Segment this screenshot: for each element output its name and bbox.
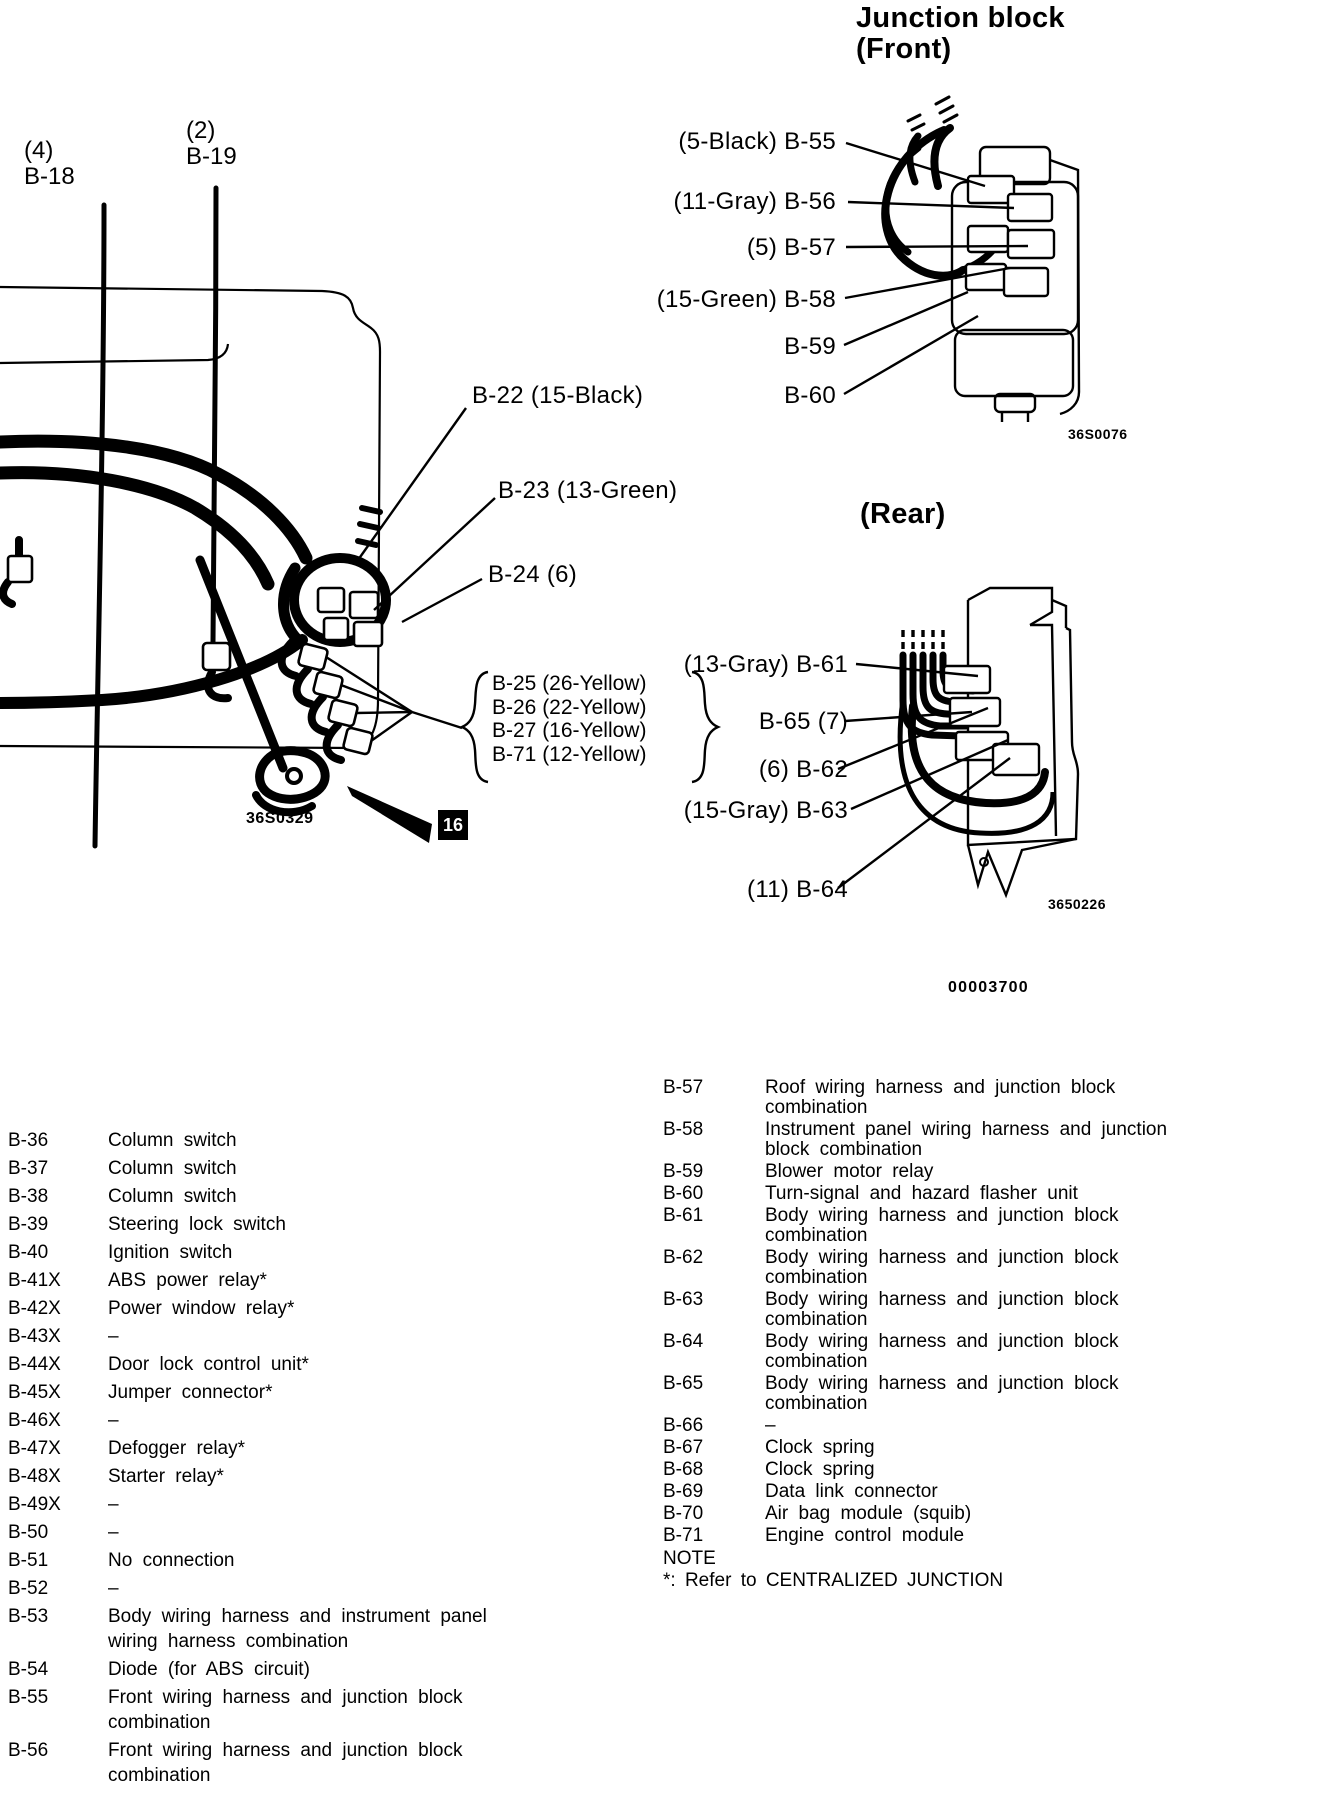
legend-row <box>8 1212 568 1237</box>
front-block-sockets <box>966 176 1054 296</box>
legend-row <box>663 1120 1263 1160</box>
grommet-hole <box>287 769 301 783</box>
legend-row <box>663 1526 1263 1546</box>
legend-row <box>663 1206 1263 1246</box>
legend-code: B-46X <box>8 1410 61 1431</box>
legend-code: B-56 <box>8 1740 49 1761</box>
callout-b26: B-26 (22-Yellow) <box>492 695 647 719</box>
grouped-callouts <box>492 672 646 766</box>
legend-desc: No connection <box>108 1550 235 1571</box>
callout-b62: (6) B-62 <box>758 756 848 783</box>
callout-b56: (11-Gray) B-56 <box>673 188 836 215</box>
rear-callouts <box>540 0 848 920</box>
legend-desc: – <box>108 1410 119 1431</box>
legend-code: B-63 <box>663 1289 704 1310</box>
legend-left-column <box>8 1128 568 1791</box>
front-title-line2: (Front) <box>856 33 952 65</box>
leader-lines-left <box>326 408 495 741</box>
legend-row <box>8 1520 568 1545</box>
legend-desc: Body wiring harness and junction block combination <box>765 1289 1119 1330</box>
left-figure-code: 36S0329 <box>246 810 314 827</box>
callout-b60: B-60 <box>784 382 836 409</box>
legend-row <box>663 1438 1263 1458</box>
callout-b59: B-59 <box>784 333 836 360</box>
label-b18 <box>24 138 75 190</box>
legend-row <box>663 1332 1263 1372</box>
b19-count: (2) <box>186 117 216 144</box>
legend-row <box>663 1184 1263 1204</box>
legend-code: B-58 <box>663 1119 704 1140</box>
front-title-line1: Junction block <box>856 2 1065 34</box>
legend-row <box>8 1492 568 1517</box>
callout-b64: (11) B-64 <box>747 876 848 903</box>
legend-desc: Defogger relay* <box>108 1438 246 1459</box>
legend-code: B-65 <box>663 1373 704 1394</box>
legend-code: B-53 <box>8 1606 49 1627</box>
b18-count: (4) <box>24 137 54 164</box>
legend-desc: Starter relay* <box>108 1466 224 1487</box>
legend-code: B-38 <box>8 1186 49 1207</box>
view-number-tag: 16 <box>438 810 468 840</box>
legend-code: B-70 <box>663 1503 704 1524</box>
legend-row <box>8 1240 568 1265</box>
rear-title: (Rear) <box>860 498 946 530</box>
legend-code: B-52 <box>8 1578 49 1599</box>
callout-b22: B-22 (15-Black) <box>472 382 644 409</box>
legend-row <box>8 1576 568 1601</box>
legend-row <box>8 1408 568 1433</box>
legend-desc: Column switch <box>108 1158 237 1179</box>
view-arrow <box>347 786 432 843</box>
legend-desc: Data link connector <box>765 1481 938 1502</box>
legend-row <box>8 1184 568 1209</box>
callout-b25: B-25 (26-Yellow) <box>492 672 647 695</box>
legend-desc: Body wiring harness and instrument panel wiring harness combination <box>108 1606 487 1652</box>
legend-row <box>663 1078 1263 1118</box>
legend-code: B-62 <box>663 1247 704 1268</box>
note-title: NOTE <box>663 1548 716 1569</box>
legend-row <box>8 1685 568 1735</box>
legend-code: B-49X <box>8 1494 61 1515</box>
legend-code: B-36 <box>8 1130 49 1151</box>
rear-figure-code: 3650226 <box>1048 896 1107 912</box>
legend-desc: Column switch <box>108 1130 237 1151</box>
legend-desc: Body wiring harness and junction block combination <box>765 1205 1119 1246</box>
legend-desc: Steering lock switch <box>108 1214 286 1235</box>
legend-code: B-50 <box>8 1522 49 1543</box>
legend-desc: Roof wiring harness and junction block combination <box>765 1077 1116 1118</box>
callout-b27: B-27 (16-Yellow) <box>492 719 647 742</box>
legend-row <box>663 1162 1263 1182</box>
callout-b71: B-71 (12-Yellow) <box>492 742 647 766</box>
legend-desc: Body wiring harness and junction block combination <box>765 1331 1119 1372</box>
legend-row <box>663 1374 1263 1414</box>
label-b19 <box>186 118 237 170</box>
callout-b23: B-23 (13-Green) <box>498 477 678 504</box>
legend-desc: – <box>765 1415 776 1436</box>
legend-desc: – <box>108 1578 119 1599</box>
b18-name: B-18 <box>24 163 75 190</box>
legend-row <box>8 1548 568 1573</box>
legend-row <box>8 1604 568 1654</box>
legend-code: B-71 <box>663 1525 704 1546</box>
callout-b65: B-65 (7) <box>758 708 848 735</box>
legend-code: B-57 <box>663 1077 704 1098</box>
callout-b55: (5-Black) B-55 <box>678 128 836 155</box>
legend-code: B-40 <box>8 1242 49 1263</box>
legend-desc: – <box>108 1326 119 1347</box>
legend-code: B-51 <box>8 1550 49 1571</box>
legend-code: B-41X <box>8 1270 61 1291</box>
legend-desc: ABS power relay* <box>108 1270 267 1291</box>
legend-row <box>663 1290 1263 1330</box>
legend-desc: Front wiring harness and junction block combination <box>108 1740 463 1786</box>
legend-code: B-59 <box>663 1161 704 1182</box>
callout-b58: (15-Green) B-58 <box>656 286 836 313</box>
legend-code: B-39 <box>8 1214 49 1235</box>
legend-code: B-42X <box>8 1298 61 1319</box>
legend-desc: Body wiring harness and junction block combination <box>765 1373 1119 1414</box>
legend-code: B-60 <box>663 1183 704 1204</box>
b19-name: B-19 <box>186 143 237 170</box>
legend-row <box>663 1460 1263 1480</box>
callout-b61: (13-Gray) B-61 <box>683 651 848 678</box>
legend-row <box>663 1482 1263 1502</box>
legend-code: B-37 <box>8 1158 49 1179</box>
legend-desc: Blower motor relay <box>765 1161 934 1182</box>
legend-code: B-66 <box>663 1415 704 1436</box>
legend-code: B-45X <box>8 1382 61 1403</box>
legend-code: B-61 <box>663 1205 704 1226</box>
legend-desc: Clock spring <box>765 1437 875 1458</box>
legend-desc: – <box>108 1494 119 1515</box>
legend-code: B-47X <box>8 1438 61 1459</box>
legend-row <box>8 1738 568 1788</box>
legend-row <box>8 1352 568 1377</box>
connector-plugs <box>8 556 382 755</box>
legend-code: B-43X <box>8 1326 61 1347</box>
legend-desc: Air bag module (squib) <box>765 1503 972 1524</box>
legend-row <box>8 1380 568 1405</box>
front-figure-code: 36S0076 <box>1068 426 1128 442</box>
legend-row <box>663 1504 1263 1524</box>
legend-row <box>8 1324 568 1349</box>
legend-row <box>8 1464 568 1489</box>
legend-code: B-69 <box>663 1481 704 1502</box>
legend-code: B-64 <box>663 1331 704 1352</box>
callout-b57: (5) B-57 <box>746 234 836 261</box>
legend-right-column <box>663 1078 1263 1592</box>
legend-row <box>8 1268 568 1293</box>
legend-row <box>8 1128 568 1153</box>
legend-desc: Instrument panel wiring harness and junction block combination <box>765 1119 1168 1160</box>
note-text: *: Refer to CENTRALIZED JUNCTION <box>663 1570 1004 1591</box>
rear-wire-tails <box>903 630 943 652</box>
legend-row <box>8 1156 568 1181</box>
legend-desc: Clock spring <box>765 1459 875 1480</box>
legend-desc: Ignition switch <box>108 1242 233 1263</box>
legend-code: B-48X <box>8 1466 61 1487</box>
legend-code: B-44X <box>8 1354 61 1375</box>
legend-desc: Body wiring harness and junction block combination <box>765 1247 1119 1288</box>
callout-b63: (15-Gray) B-63 <box>683 797 848 824</box>
legend-code: B-67 <box>663 1437 704 1458</box>
legend-code: B-55 <box>8 1687 49 1708</box>
legend-desc: Turn-signal and hazard flasher unit <box>765 1183 1078 1204</box>
legend-desc: Engine control module <box>765 1525 965 1546</box>
legend-row <box>8 1436 568 1461</box>
callout-b24: B-24 (6) <box>488 561 578 588</box>
legend-desc: Jumper connector* <box>108 1382 273 1403</box>
legend-desc: Power window relay* <box>108 1298 295 1319</box>
legend-desc: Diode (for ABS circuit) <box>108 1659 310 1680</box>
page-code: 00003700 <box>948 979 1029 996</box>
legend-desc: Column switch <box>108 1186 237 1207</box>
legend-code: B-54 <box>8 1659 49 1680</box>
legend-desc: Front wiring harness and junction block combination <box>108 1687 463 1733</box>
legend-row <box>8 1657 568 1682</box>
legend-row <box>663 1416 1263 1436</box>
legend-row <box>663 1248 1263 1288</box>
legend-desc: – <box>108 1522 119 1543</box>
legend-desc: Door lock control unit* <box>108 1354 309 1375</box>
legend-row <box>8 1296 568 1321</box>
legend-code: B-68 <box>663 1459 704 1480</box>
